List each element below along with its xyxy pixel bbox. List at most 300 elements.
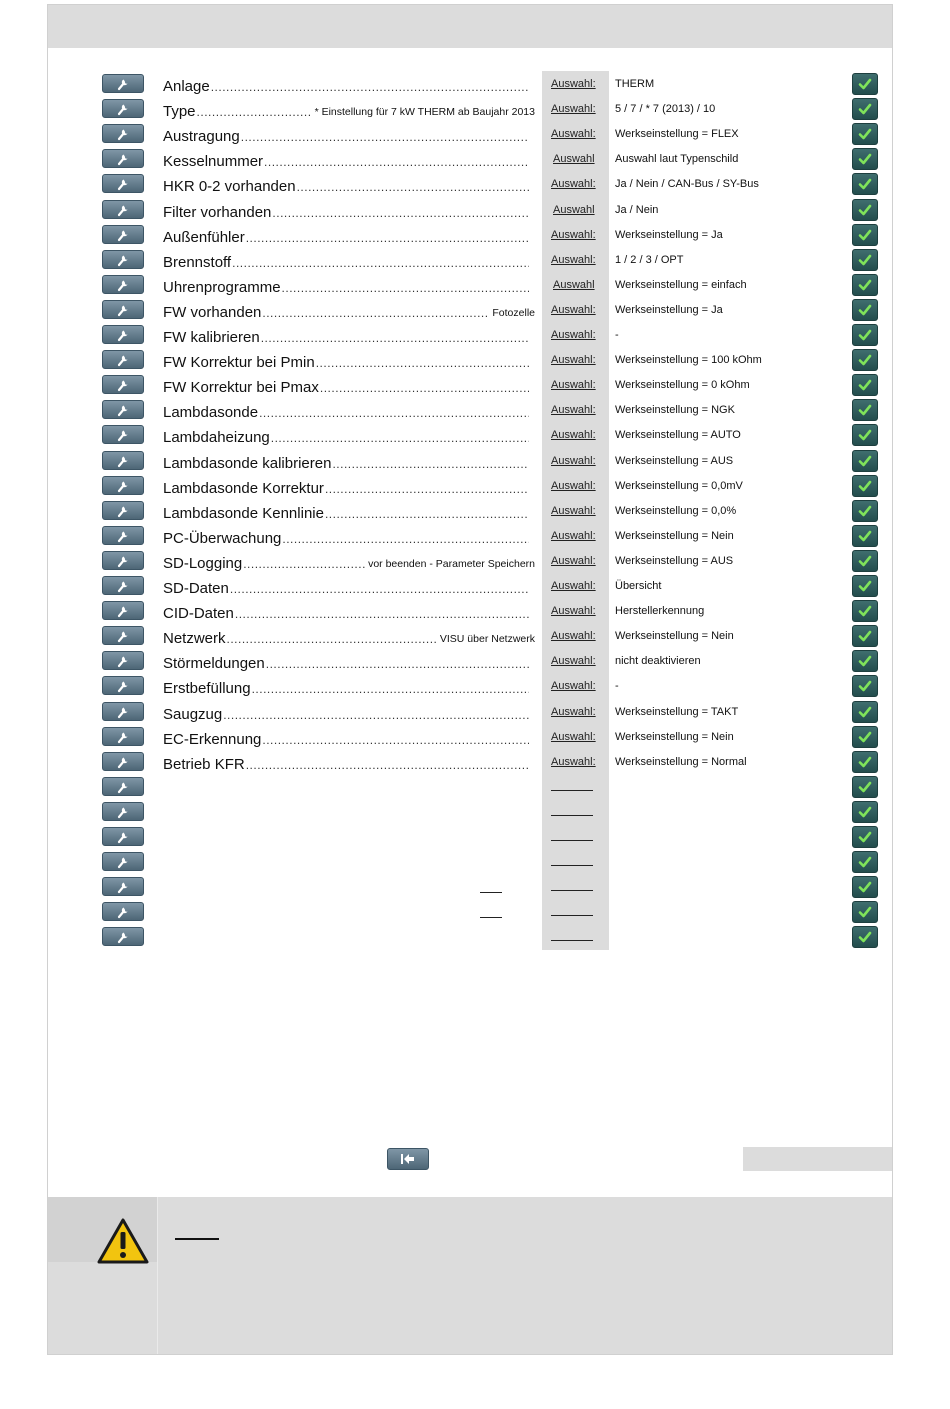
leader-dots <box>270 430 529 446</box>
parameter-value: Werkseinstellung = 100 kOhm <box>615 354 762 366</box>
leader-dots <box>258 405 529 421</box>
check-icon <box>858 905 872 919</box>
parameter-label <box>163 650 529 672</box>
parameter-value: Werkseinstellung = AUTO <box>615 429 741 441</box>
parameter-value: Herstellerkennung <box>615 605 705 617</box>
check-icon <box>858 378 872 392</box>
auswahl-link[interactable]: Auswahl: <box>551 254 596 266</box>
wrench-icon <box>116 303 130 317</box>
edit-button[interactable] <box>102 676 144 695</box>
parameter-row <box>0 449 950 474</box>
check-icon <box>858 152 872 166</box>
wrench-icon <box>116 127 130 141</box>
leader-dots <box>296 179 529 195</box>
empty-row <box>0 800 950 825</box>
parameter-name: Außenfühler <box>163 229 245 246</box>
parameter-value: Werkseinstellung = 0,0mV <box>615 480 743 492</box>
parameter-name: Lambdasonde Korrektur <box>163 480 324 497</box>
check-icon <box>858 403 872 417</box>
wrench-icon <box>116 755 130 769</box>
parameter-name: Lambdasonde kalibrieren <box>163 455 332 472</box>
confirm-button[interactable] <box>852 851 878 873</box>
confirm-button[interactable] <box>852 299 878 321</box>
edit-button[interactable] <box>102 225 144 244</box>
wrench-icon <box>116 504 130 518</box>
blank-field-line <box>480 892 502 893</box>
confirm-button[interactable] <box>852 98 878 120</box>
edit-button[interactable] <box>102 300 144 319</box>
confirm-button[interactable] <box>852 500 878 522</box>
check-icon <box>858 278 872 292</box>
edit-button[interactable] <box>102 124 144 143</box>
leader-dots <box>331 456 529 472</box>
auswahl-link[interactable]: Auswahl: <box>551 756 596 768</box>
parameter-value: 1 / 2 / 3 / OPT <box>615 254 684 266</box>
check-icon <box>858 529 872 543</box>
parameter-label <box>163 450 529 472</box>
check-icon <box>858 705 872 719</box>
check-icon <box>858 604 872 618</box>
auswahl-blank-line <box>551 915 593 916</box>
confirm-button[interactable] <box>852 123 878 145</box>
parameter-row <box>0 298 950 323</box>
parameter-label <box>163 600 529 622</box>
auswahl-link[interactable]: Auswahl: <box>551 229 596 241</box>
check-icon <box>858 479 872 493</box>
confirm-button[interactable] <box>852 876 878 898</box>
parameter-row <box>0 423 950 448</box>
check-icon <box>858 855 872 869</box>
auswahl-link[interactable]: Auswahl: <box>551 128 596 140</box>
edit-button[interactable] <box>102 350 144 369</box>
parameter-label <box>163 224 529 246</box>
auswahl-link[interactable]: Auswahl: <box>551 630 596 642</box>
leader-dots <box>265 656 529 672</box>
parameter-value: - <box>615 680 619 692</box>
parameter-label <box>163 173 529 195</box>
check-icon <box>858 554 872 568</box>
parameter-value: Werkseinstellung = NGK <box>615 404 735 416</box>
edit-button[interactable] <box>102 802 144 821</box>
check-icon <box>858 328 872 342</box>
parameter-label <box>163 550 535 572</box>
wrench-icon <box>116 228 130 242</box>
parameter-note: VISU über Netzwerk <box>439 633 535 645</box>
wrench-icon <box>116 880 130 894</box>
parameter-name: EC-Erkennung <box>163 731 262 748</box>
auswahl-link[interactable]: Auswahl: <box>551 655 596 667</box>
edit-button[interactable] <box>102 902 144 921</box>
confirm-button[interactable] <box>852 575 878 597</box>
wrench-icon <box>116 203 130 217</box>
check-icon <box>858 228 872 242</box>
parameter-row <box>0 549 950 574</box>
auswahl-link[interactable]: Auswahl: <box>551 404 596 416</box>
edit-button[interactable] <box>102 526 144 545</box>
edit-button[interactable] <box>102 852 144 871</box>
check-icon <box>858 679 872 693</box>
wrench-icon <box>116 679 130 693</box>
parameter-row <box>0 373 950 398</box>
parameter-row <box>0 499 950 524</box>
confirm-button[interactable] <box>852 600 878 622</box>
auswahl-link[interactable]: Auswahl: <box>551 103 596 115</box>
edit-button[interactable] <box>102 702 144 721</box>
edit-button[interactable] <box>102 174 144 193</box>
check-icon <box>858 303 872 317</box>
auswahl-link[interactable]: Auswahl: <box>551 505 596 517</box>
wrench-icon <box>116 705 130 719</box>
parameter-label <box>163 324 529 346</box>
auswahl-link[interactable]: Auswahl: <box>551 329 596 341</box>
parameter-value: 5 / 7 / * 7 (2013) / 10 <box>615 103 716 115</box>
edit-button[interactable] <box>102 149 144 168</box>
parameter-name: Netzwerk <box>163 630 226 647</box>
edit-button[interactable] <box>102 626 144 645</box>
parameter-label <box>163 726 529 748</box>
edit-button[interactable] <box>102 927 144 946</box>
confirm-button[interactable] <box>852 73 878 95</box>
parameter-row <box>0 474 950 499</box>
edit-button[interactable] <box>102 827 144 846</box>
auswahl-link[interactable]: Auswahl: <box>551 530 596 542</box>
wrench-icon <box>116 604 130 618</box>
parameter-row <box>0 248 950 273</box>
confirm-button[interactable] <box>852 224 878 246</box>
parameter-row <box>0 348 950 373</box>
parameter-row <box>0 147 950 172</box>
wrench-icon <box>116 102 130 116</box>
wrench-icon <box>116 629 130 643</box>
parameter-row <box>0 649 950 674</box>
parameter-name: FW Korrektur bei Pmax <box>163 379 319 396</box>
confirm-button[interactable] <box>852 926 878 948</box>
parameter-row <box>0 674 950 699</box>
auswahl-link[interactable]: Auswahl <box>553 153 595 165</box>
parameter-label <box>163 199 529 221</box>
edit-button[interactable] <box>102 777 144 796</box>
parameter-name: FW kalibrieren <box>163 329 260 346</box>
wrench-icon <box>116 378 130 392</box>
confirm-button[interactable] <box>852 675 878 697</box>
leader-dots <box>263 154 529 170</box>
parameter-name: FW vorhanden <box>163 304 262 321</box>
wrench-icon <box>116 278 130 292</box>
parameter-name: Austragung <box>163 128 240 145</box>
parameter-label <box>163 575 529 597</box>
parameter-note: vor beenden - Parameter Speichern <box>368 558 535 570</box>
leader-dots <box>260 330 529 346</box>
confirm-button[interactable] <box>852 625 878 647</box>
auswahl-blank-line <box>551 815 593 816</box>
edit-button[interactable] <box>102 727 144 746</box>
back-button[interactable] <box>387 1148 429 1170</box>
edit-button[interactable] <box>102 501 144 520</box>
wrench-icon <box>116 253 130 267</box>
parameter-label <box>163 675 529 697</box>
edit-button[interactable] <box>102 576 144 595</box>
parameter-name: Type <box>163 103 196 120</box>
wrench-icon <box>116 930 130 944</box>
parameter-name: Lambdasonde Kennlinie <box>163 505 324 522</box>
auswahl-link[interactable]: Auswahl: <box>551 354 596 366</box>
auswahl-link[interactable]: Auswahl: <box>551 580 596 592</box>
leader-dots <box>226 631 437 647</box>
edit-button[interactable] <box>102 476 144 495</box>
auswahl-link[interactable]: Auswahl: <box>551 480 596 492</box>
auswahl-link[interactable]: Auswahl: <box>551 555 596 567</box>
confirm-button[interactable] <box>852 475 878 497</box>
parameter-row <box>0 398 950 423</box>
parameter-value: Werkseinstellung = FLEX <box>615 128 739 140</box>
leader-dots <box>281 280 529 296</box>
check-icon <box>858 253 872 267</box>
parameter-name: Brennstoff <box>163 254 232 271</box>
parameter-name: PC-Überwachung <box>163 530 282 547</box>
parameter-label <box>163 299 535 321</box>
edit-button[interactable] <box>102 651 144 670</box>
leader-dots <box>261 305 489 321</box>
leader-dots <box>196 104 312 120</box>
check-icon <box>858 177 872 191</box>
parameter-name: SD-Logging <box>163 555 243 572</box>
parameter-value: Übersicht <box>615 580 662 592</box>
empty-row <box>0 825 950 850</box>
parameter-label <box>163 625 535 647</box>
check-icon <box>858 454 872 468</box>
wrench-icon <box>116 529 130 543</box>
leader-dots <box>242 556 365 572</box>
parameter-row <box>0 122 950 147</box>
check-icon <box>858 504 872 518</box>
leader-dots <box>231 255 529 271</box>
check-icon <box>858 428 872 442</box>
parameter-label <box>163 249 529 271</box>
parameter-row <box>0 72 950 97</box>
auswahl-blank-line <box>551 790 593 791</box>
confirm-button[interactable] <box>852 173 878 195</box>
leader-dots <box>319 380 529 396</box>
confirm-button[interactable] <box>852 349 878 371</box>
confirm-button[interactable] <box>852 148 878 170</box>
edit-button[interactable] <box>102 375 144 394</box>
parameter-label <box>163 123 529 145</box>
warning-triangle-icon <box>96 1217 150 1265</box>
auswahl-link[interactable]: Auswahl <box>553 204 595 216</box>
parameter-value: Ja / Nein <box>615 204 659 216</box>
wrench-icon <box>116 855 130 869</box>
confirm-button[interactable] <box>852 826 878 848</box>
confirm-button[interactable] <box>852 450 878 472</box>
parameter-value: Werkseinstellung = einfach <box>615 279 747 291</box>
parameter-value: THERM <box>615 78 655 90</box>
parameter-name: FW Korrektur bei Pmin <box>163 354 315 371</box>
parameter-name: Lambdasonde <box>163 404 259 421</box>
parameter-value: Werkseinstellung = Ja <box>615 229 723 241</box>
confirm-button[interactable] <box>852 525 878 547</box>
parameter-label <box>163 701 529 723</box>
edit-button[interactable] <box>102 250 144 269</box>
auswahl-link[interactable]: Auswahl: <box>551 429 596 441</box>
edit-button[interactable] <box>102 275 144 294</box>
auswahl-blank-line <box>551 890 593 891</box>
parameter-label <box>163 424 529 446</box>
confirm-button[interactable] <box>852 424 878 446</box>
wrench-icon <box>116 328 130 342</box>
auswahl-blank-line <box>551 865 593 866</box>
parameter-value: - <box>615 329 619 341</box>
auswahl-link[interactable]: Auswahl: <box>551 605 596 617</box>
confirm-button[interactable] <box>852 650 878 672</box>
wrench-icon <box>116 479 130 493</box>
parameter-value: Werkseinstellung = Normal <box>615 756 747 768</box>
parameter-value: Werkseinstellung = Nein <box>615 731 734 743</box>
parameter-label <box>163 274 529 296</box>
auswahl-link[interactable]: Auswahl: <box>551 379 596 391</box>
parameter-row <box>0 725 950 750</box>
warning-title-underline <box>175 1238 219 1240</box>
leader-dots <box>261 732 529 748</box>
warning-divider <box>157 1197 158 1354</box>
confirm-button[interactable] <box>852 776 878 798</box>
confirm-button[interactable] <box>852 249 878 271</box>
auswahl-link[interactable]: Auswahl: <box>551 178 596 190</box>
auswahl-link[interactable]: Auswahl: <box>551 78 596 90</box>
wrench-icon <box>116 428 130 442</box>
confirm-button[interactable] <box>852 324 878 346</box>
wrench-icon <box>116 554 130 568</box>
edit-button[interactable] <box>102 200 144 219</box>
parameter-name: Filter vorhanden <box>163 204 272 221</box>
parameter-value: Werkseinstellung = 0,0% <box>615 505 737 517</box>
leader-dots <box>222 707 529 723</box>
confirm-button[interactable] <box>852 374 878 396</box>
parameter-name: Saugzug <box>163 706 223 723</box>
check-icon <box>858 780 872 794</box>
auswahl-link[interactable]: Auswahl: <box>551 706 596 718</box>
parameter-row <box>0 574 950 599</box>
edit-button[interactable] <box>102 752 144 771</box>
warning-box <box>48 1197 892 1354</box>
edit-button[interactable] <box>102 601 144 620</box>
parameter-row <box>0 524 950 549</box>
parameter-row <box>0 599 950 624</box>
parameter-value: Werkseinstellung = Nein <box>615 630 734 642</box>
parameter-name: SD-Daten <box>163 580 229 597</box>
parameter-name: Kesselnummer <box>163 153 264 170</box>
parameter-label <box>163 751 529 773</box>
edit-button[interactable] <box>102 325 144 344</box>
leader-dots <box>271 205 529 221</box>
parameter-row <box>0 624 950 649</box>
check-icon <box>858 203 872 217</box>
check-icon <box>858 629 872 643</box>
empty-row <box>0 900 950 925</box>
confirm-button[interactable] <box>852 274 878 296</box>
check-icon <box>858 830 872 844</box>
confirm-button[interactable] <box>852 801 878 823</box>
parameter-value: Werkseinstellung = AUS <box>615 555 734 567</box>
leader-dots <box>234 606 529 622</box>
parameter-label <box>163 148 529 170</box>
wrench-icon <box>116 579 130 593</box>
leader-dots <box>251 681 529 697</box>
parameter-row <box>0 198 950 223</box>
parameter-name: Betrieb KFR <box>163 756 245 773</box>
wrench-icon <box>116 454 130 468</box>
parameter-row <box>0 223 950 248</box>
parameter-label <box>163 98 535 120</box>
wrench-icon <box>116 830 130 844</box>
edit-button[interactable] <box>102 400 144 419</box>
parameter-value: Werkseinstellung = 0 kOhm <box>615 379 750 391</box>
confirm-button[interactable] <box>852 701 878 723</box>
check-icon <box>858 353 872 367</box>
edit-button[interactable] <box>102 425 144 444</box>
auswahl-link[interactable]: Auswahl <box>553 279 595 291</box>
check-icon <box>858 127 872 141</box>
parameter-row <box>0 97 950 122</box>
parameter-label <box>163 374 529 396</box>
parameter-label <box>163 475 529 497</box>
check-icon <box>858 654 872 668</box>
edit-button[interactable] <box>102 74 144 93</box>
check-icon <box>858 77 872 91</box>
leader-dots <box>281 531 529 547</box>
confirm-button[interactable] <box>852 550 878 572</box>
parameter-name: Störmeldungen <box>163 655 265 672</box>
auswahl-link[interactable]: Auswahl: <box>551 680 596 692</box>
auswahl-link[interactable]: Auswahl: <box>551 304 596 316</box>
edit-button[interactable] <box>102 451 144 470</box>
wrench-icon <box>116 77 130 91</box>
confirm-button[interactable] <box>852 726 878 748</box>
check-icon <box>858 930 872 944</box>
parameter-name: CID-Daten <box>163 605 234 622</box>
parameter-label <box>163 399 529 421</box>
confirm-button[interactable] <box>852 199 878 221</box>
parameter-note: Fotozelle <box>492 307 535 319</box>
auswahl-link[interactable]: Auswahl: <box>551 731 596 743</box>
parameter-name: Erstbefüllung <box>163 680 251 697</box>
check-icon <box>858 730 872 744</box>
confirm-button[interactable] <box>852 901 878 923</box>
parameter-row <box>0 323 950 348</box>
wrench-icon <box>116 152 130 166</box>
check-icon <box>858 880 872 894</box>
edit-button[interactable] <box>102 551 144 570</box>
parameter-name: Uhrenprogramme <box>163 279 281 296</box>
wrench-icon <box>116 177 130 191</box>
edit-button[interactable] <box>102 99 144 118</box>
check-icon <box>858 805 872 819</box>
auswahl-link[interactable]: Auswahl: <box>551 455 596 467</box>
status-strip <box>743 1147 892 1171</box>
check-icon <box>858 579 872 593</box>
confirm-button[interactable] <box>852 399 878 421</box>
leader-dots <box>210 79 529 95</box>
leader-dots <box>245 230 529 246</box>
edit-button[interactable] <box>102 877 144 896</box>
confirm-button[interactable] <box>852 751 878 773</box>
leader-dots <box>240 129 529 145</box>
parameter-label <box>163 349 529 371</box>
parameter-label <box>163 73 529 95</box>
parameter-value: Werkseinstellung = TAKT <box>615 706 739 718</box>
leader-dots <box>324 506 529 522</box>
wrench-icon <box>116 780 130 794</box>
parameter-value: Auswahl laut Typenschild <box>615 153 739 165</box>
